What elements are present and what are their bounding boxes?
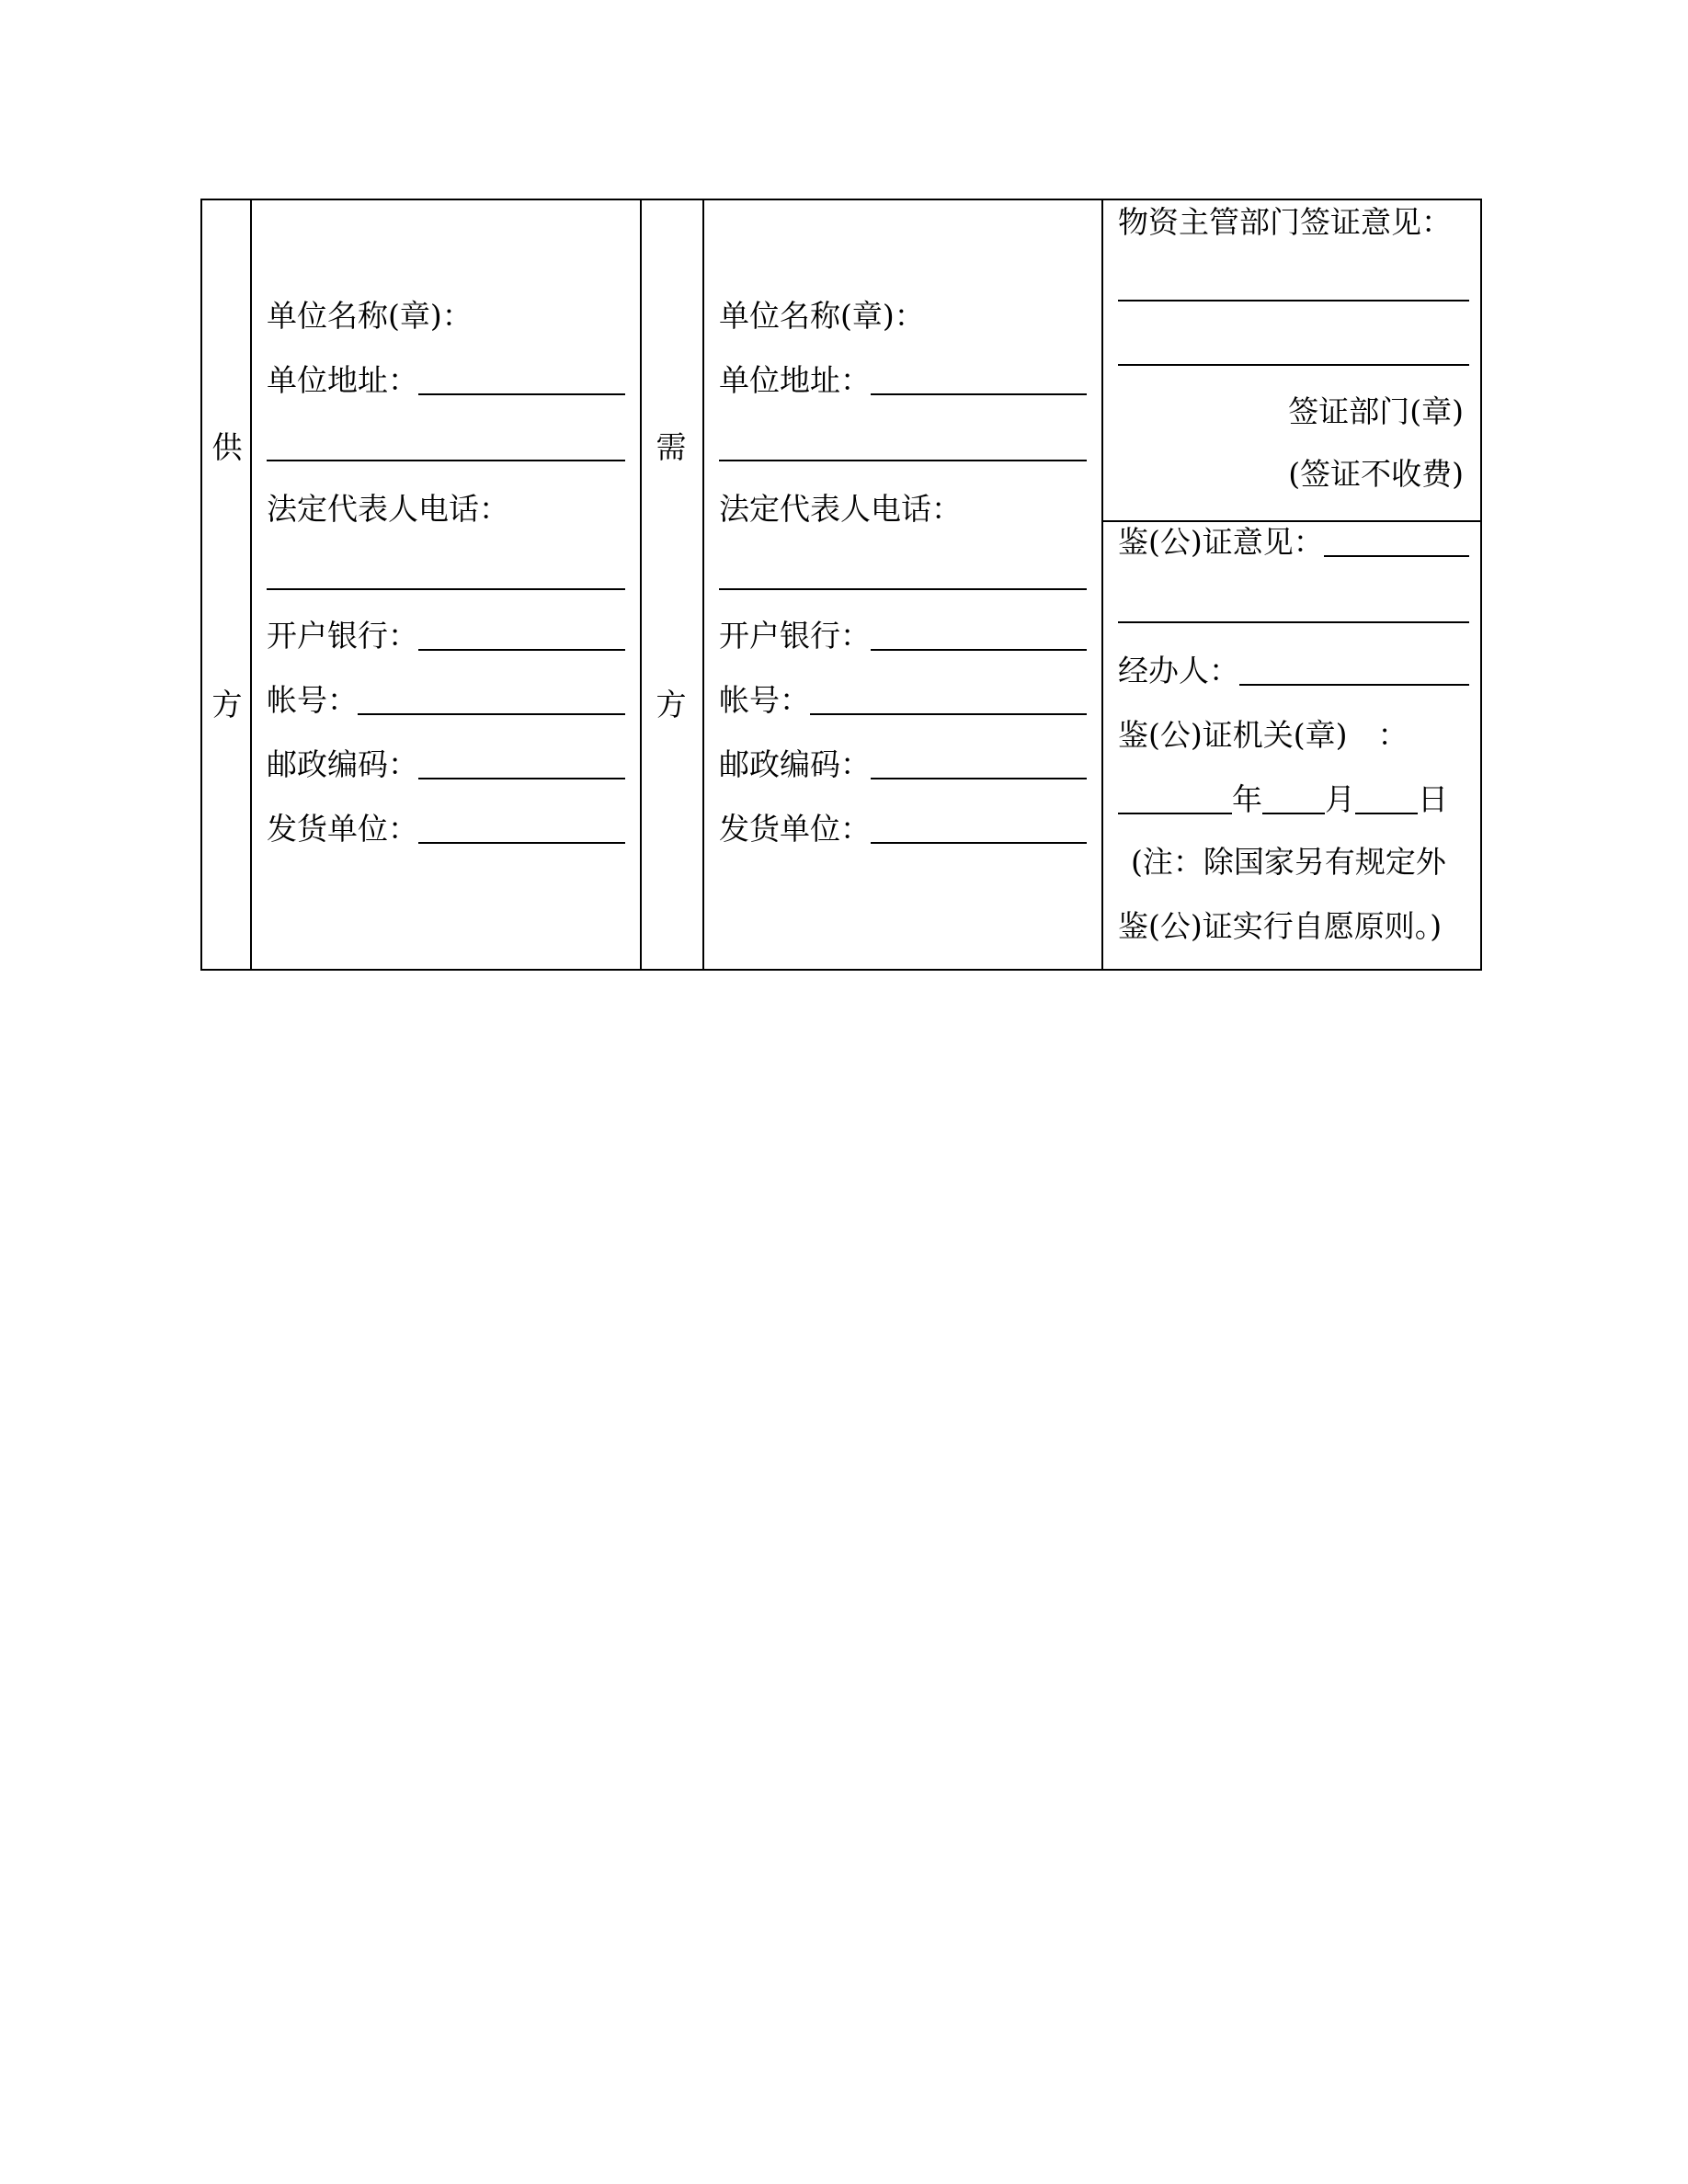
certification-heading: 物资主管部门签证意见： [1118, 204, 1452, 240]
supplier-unit-address-label: 单位地址： [267, 362, 418, 398]
supplier-legal-rep-phone [267, 491, 625, 528]
notarization-opinion-label: 鉴(公)证意见： [1118, 524, 1324, 560]
supplier-shipping-unit-label: 发货单位： [267, 811, 418, 847]
date-month-field[interactable] [1262, 813, 1325, 814]
date-day-label: 日 [1418, 781, 1448, 817]
supplier-postal-code-field[interactable] [418, 778, 625, 779]
buyer-label-bottom: 方 [656, 687, 687, 722]
buyer-postal-code [719, 746, 1087, 783]
buyer-postal-code-label: 邮政编码： [719, 746, 871, 782]
supplier-account-field[interactable] [358, 713, 625, 715]
buyer-account-label: 帐号： [719, 682, 810, 718]
divider-buyer-label [702, 200, 704, 969]
notarization-handler [1118, 653, 1469, 689]
notarization-handler-label: 经办人： [1118, 653, 1239, 688]
buyer-shipping-unit-label: 发货单位： [719, 811, 871, 847]
buyer-shipping-unit-field[interactable] [871, 842, 1087, 844]
buyer-unit-address-label: 单位地址： [719, 362, 871, 398]
buyer-bank [719, 618, 1087, 654]
notarization-note-line-2: 鉴(公)证实行自愿原则。) [1118, 908, 1443, 944]
buyer-account [719, 682, 1087, 719]
supplier-shipping-unit [267, 811, 625, 847]
buyer-bank-label: 开户银行： [719, 618, 871, 654]
buyer-account-field[interactable] [810, 713, 1087, 715]
notarization-handler-field[interactable] [1239, 684, 1469, 686]
buyer-bank-field[interactable] [871, 649, 1087, 651]
buyer-unit-name [719, 298, 1087, 335]
buyer-unit-name-label: 单位名称(章)： [719, 298, 925, 334]
date-month-label: 月 [1325, 781, 1355, 817]
supplier-bank [267, 618, 625, 654]
buyer-postal-code-field[interactable] [871, 778, 1087, 779]
date-year-field[interactable] [1118, 813, 1232, 814]
supplier-account [267, 682, 625, 719]
supplier-legal-rep-phone-label: 法定代表人电话： [267, 491, 509, 527]
buyer-legal-rep-phone-field[interactable] [719, 588, 1087, 590]
buyer-unit-address [719, 362, 1087, 399]
supplier-unit-address-field[interactable] [418, 393, 625, 395]
notarization-date [1118, 781, 1469, 818]
supplier-unit-address-field-2[interactable] [267, 460, 625, 461]
buyer-label-top: 需 [656, 429, 687, 465]
supplier-label-bottom: 方 [211, 687, 243, 722]
certification-opinion-line-1[interactable] [1118, 300, 1469, 301]
divider-right-column [1101, 520, 1480, 522]
divider-supplier-label [250, 200, 252, 969]
certification-opinion-line-2[interactable] [1118, 364, 1469, 366]
buyer-legal-rep-phone-label: 法定代表人电话： [719, 491, 962, 527]
buyer-unit-address-field-2[interactable] [719, 460, 1087, 461]
notarization-note-line-1: (注：除国家另有规定外 [1131, 844, 1446, 880]
buyer-unit-address-field[interactable] [871, 393, 1087, 395]
buyer-legal-rep-phone [719, 491, 1087, 528]
supplier-postal-code [267, 746, 625, 783]
notarization-authority: 鉴(公)证机关(章) ： [1118, 717, 1409, 753]
supplier-unit-address [267, 362, 625, 399]
supplier-bank-field[interactable] [418, 649, 625, 651]
supplier-unit-name-label: 单位名称(章)： [267, 298, 473, 334]
divider-supplier-body [640, 200, 642, 969]
notarization-opinion-field-2[interactable] [1118, 621, 1469, 623]
supplier-unit-name [267, 298, 625, 335]
supplier-shipping-unit-field[interactable] [418, 842, 625, 844]
date-day-field[interactable] [1355, 813, 1418, 814]
supplier-postal-code-label: 邮政编码： [267, 746, 418, 782]
divider-buyer-body [1101, 200, 1103, 969]
notarization-opinion-field[interactable] [1324, 555, 1469, 557]
notarization-opinion [1118, 524, 1469, 561]
supplier-legal-rep-phone-field[interactable] [267, 588, 625, 590]
certification-dept-seal: 签证部门(章) [1288, 393, 1464, 429]
supplier-account-label: 帐号： [267, 682, 358, 718]
date-year-label: 年 [1232, 781, 1262, 817]
buyer-shipping-unit [719, 811, 1087, 847]
supplier-bank-label: 开户银行： [267, 618, 418, 654]
certification-no-fee: (签证不收费) [1288, 456, 1464, 492]
contract-signature-form [200, 199, 1482, 971]
supplier-label-top: 供 [211, 429, 243, 465]
